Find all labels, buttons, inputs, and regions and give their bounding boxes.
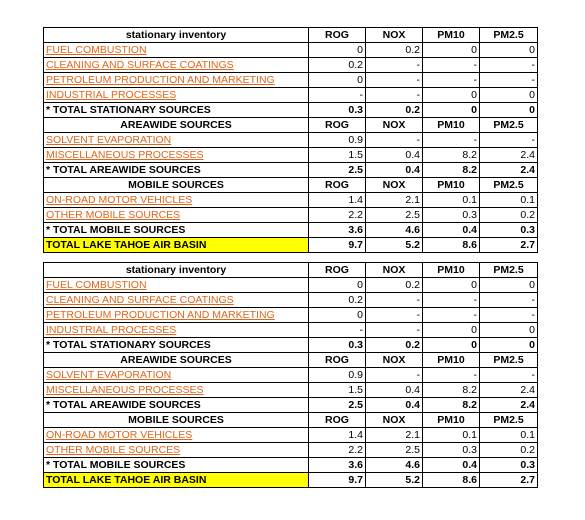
value-cell-rog: 1.4: [309, 193, 366, 208]
source-link-other-mobile-sources[interactable]: OTHER MOBILE SOURCES: [44, 443, 309, 458]
table-row: [44, 148, 538, 163]
value-cell-pm10: 0: [423, 323, 480, 338]
column-header-pm25: PM2.5: [480, 28, 538, 43]
value-cell-pm10: 8.2: [423, 398, 480, 413]
source-link-fuel-combustion[interactable]: FUEL COMBUSTION: [44, 43, 309, 58]
value-cell-pm10: -: [423, 133, 480, 148]
value-cell-pm25: 0: [480, 278, 538, 293]
value-cell-pm10: -: [423, 293, 480, 308]
column-header-nox: NOX: [366, 263, 423, 278]
column-header-rog: ROG: [309, 118, 366, 133]
column-header-nox: NOX: [366, 118, 423, 133]
value-cell-nox: 5.2: [366, 238, 423, 253]
table-row: [44, 133, 538, 148]
value-cell-rog: 1.4: [309, 428, 366, 443]
table-row: [44, 458, 538, 473]
value-cell-pm25: 0: [480, 338, 538, 353]
value-cell-rog: -: [309, 88, 366, 103]
value-cell-nox: 5.2: [366, 473, 423, 488]
value-cell-nox: 0.2: [366, 278, 423, 293]
value-cell-nox: -: [366, 88, 423, 103]
value-cell-pm25: 0: [480, 88, 538, 103]
column-header-nox: NOX: [366, 178, 423, 193]
source-link-petroleum-production-and-marketing[interactable]: PETROLEUM PRODUCTION AND MARKETING: [44, 308, 309, 323]
value-cell-pm10: 8.2: [423, 148, 480, 163]
value-cell-pm25: -: [480, 73, 538, 88]
value-cell-pm25: 0: [480, 323, 538, 338]
value-cell-nox: 0.4: [366, 163, 423, 178]
value-cell-pm10: 0.1: [423, 193, 480, 208]
value-cell-rog: 9.7: [309, 473, 366, 488]
value-cell-pm10: 0: [423, 88, 480, 103]
value-cell-nox: -: [366, 133, 423, 148]
value-cell-nox: -: [366, 58, 423, 73]
value-cell-rog: 1.5: [309, 383, 366, 398]
value-cell-rog: 3.6: [309, 458, 366, 473]
value-cell-pm25: 2.7: [480, 473, 538, 488]
value-cell-rog: 0.2: [309, 58, 366, 73]
column-header-pm10: PM10: [423, 178, 480, 193]
table-row: [44, 353, 538, 368]
value-cell-rog: 2.2: [309, 443, 366, 458]
value-cell-pm25: 0.1: [480, 428, 538, 443]
table-row: [44, 413, 538, 428]
column-header-rog: ROG: [309, 28, 366, 43]
value-cell-nox: 0.2: [366, 103, 423, 118]
value-cell-rog: 2.5: [309, 398, 366, 413]
subtotal-label: * TOTAL AREAWIDE SOURCES: [44, 398, 309, 413]
table-row: [44, 58, 538, 73]
value-cell-rog: 3.6: [309, 223, 366, 238]
table-row: [44, 103, 538, 118]
value-cell-pm10: 0: [423, 103, 480, 118]
value-cell-nox: 2.5: [366, 208, 423, 223]
column-header-pm10: PM10: [423, 118, 480, 133]
table-row: [44, 163, 538, 178]
table-row: [44, 118, 538, 133]
column-header-nox: NOX: [366, 413, 423, 428]
value-cell-pm10: -: [423, 73, 480, 88]
value-cell-pm10: 8.6: [423, 238, 480, 253]
column-header-pm25: PM2.5: [480, 263, 538, 278]
value-cell-pm10: 0.3: [423, 208, 480, 223]
value-cell-pm25: -: [480, 308, 538, 323]
value-cell-pm10: 0.4: [423, 458, 480, 473]
value-cell-nox: -: [366, 293, 423, 308]
subtotal-label: * TOTAL MOBILE SOURCES: [44, 458, 309, 473]
value-cell-pm10: -: [423, 58, 480, 73]
value-cell-pm25: 2.4: [480, 383, 538, 398]
table-row: [44, 238, 538, 253]
value-cell-nox: 0.4: [366, 398, 423, 413]
value-cell-pm10: -: [423, 308, 480, 323]
column-header-rog: ROG: [309, 353, 366, 368]
column-header-pm10: PM10: [423, 28, 480, 43]
table-row: [44, 208, 538, 223]
value-cell-rog: -: [309, 323, 366, 338]
table-row: [44, 383, 538, 398]
value-cell-pm25: 2.4: [480, 148, 538, 163]
source-link-solvent-evaporation[interactable]: SOLVENT EVAPORATION: [44, 133, 309, 148]
emissions-table-top: [43, 27, 538, 253]
column-header-pm25: PM2.5: [480, 118, 538, 133]
value-cell-rog: 0: [309, 43, 366, 58]
column-header-pm10: PM10: [423, 353, 480, 368]
value-cell-pm25: 0.2: [480, 443, 538, 458]
table-row: [44, 193, 538, 208]
value-cell-pm10: 0: [423, 43, 480, 58]
value-cell-nox: 2.1: [366, 428, 423, 443]
table-row: [44, 73, 538, 88]
subtotal-label: * TOTAL STATIONARY SOURCES: [44, 338, 309, 353]
value-cell-pm10: 0: [423, 278, 480, 293]
table-row: [44, 338, 538, 353]
value-cell-pm25: 2.7: [480, 238, 538, 253]
value-cell-rog: 9.7: [309, 238, 366, 253]
value-cell-pm10: 0: [423, 338, 480, 353]
section-header-areawide-sources: AREAWIDE SOURCES: [44, 118, 309, 133]
value-cell-rog: 0.9: [309, 368, 366, 383]
column-header-pm10: PM10: [423, 413, 480, 428]
value-cell-rog: 0.3: [309, 103, 366, 118]
subtotal-label: * TOTAL AREAWIDE SOURCES: [44, 163, 309, 178]
source-link-miscellaneous-processes[interactable]: MISCELLANEOUS PROCESSES: [44, 148, 309, 163]
table-row: [44, 443, 538, 458]
value-cell-pm10: 0.1: [423, 428, 480, 443]
section-header-stationary-inventory: stationary inventory: [44, 263, 309, 278]
value-cell-pm10: 0.4: [423, 223, 480, 238]
value-cell-nox: 2.5: [366, 443, 423, 458]
value-cell-rog: 0.3: [309, 338, 366, 353]
section-header-areawide-sources: AREAWIDE SOURCES: [44, 353, 309, 368]
table-row: [44, 223, 538, 238]
value-cell-rog: 0: [309, 308, 366, 323]
column-header-pm25: PM2.5: [480, 178, 538, 193]
section-header-stationary-inventory: stationary inventory: [44, 28, 309, 43]
table-row: [44, 308, 538, 323]
table-row: [44, 398, 538, 413]
value-cell-pm10: -: [423, 368, 480, 383]
source-link-other-mobile-sources[interactable]: OTHER MOBILE SOURCES: [44, 208, 309, 223]
value-cell-rog: 2.5: [309, 163, 366, 178]
table-row: [44, 293, 538, 308]
column-header-pm10: PM10: [423, 263, 480, 278]
column-header-rog: ROG: [309, 413, 366, 428]
table-row: [44, 473, 538, 488]
table-row: [44, 43, 538, 58]
value-cell-nox: 4.6: [366, 458, 423, 473]
value-cell-rog: 0.2: [309, 293, 366, 308]
column-header-nox: NOX: [366, 353, 423, 368]
table-row: [44, 323, 538, 338]
value-cell-nox: 4.6: [366, 223, 423, 238]
section-header-mobile-sources: MOBILE SOURCES: [44, 413, 309, 428]
column-header-rog: ROG: [309, 263, 366, 278]
value-cell-nox: 2.1: [366, 193, 423, 208]
source-link-industrial-processes[interactable]: INDUSTRIAL PROCESSES: [44, 88, 309, 103]
value-cell-nox: -: [366, 368, 423, 383]
column-header-pm25: PM2.5: [480, 353, 538, 368]
value-cell-rog: 1.5: [309, 148, 366, 163]
value-cell-pm10: 0.3: [423, 443, 480, 458]
source-link-miscellaneous-processes[interactable]: MISCELLANEOUS PROCESSES: [44, 383, 309, 398]
value-cell-pm25: 2.4: [480, 398, 538, 413]
source-link-industrial-processes[interactable]: INDUSTRIAL PROCESSES: [44, 323, 309, 338]
subtotal-label: * TOTAL STATIONARY SOURCES: [44, 103, 309, 118]
column-header-nox: NOX: [366, 28, 423, 43]
column-header-rog: ROG: [309, 178, 366, 193]
value-cell-pm25: -: [480, 58, 538, 73]
value-cell-pm10: 8.6: [423, 473, 480, 488]
source-link-cleaning-and-surface-coatings[interactable]: CLEANING AND SURFACE COATINGS: [44, 293, 309, 308]
table-row: [44, 368, 538, 383]
value-cell-rog: 0.9: [309, 133, 366, 148]
source-link-fuel-combustion[interactable]: FUEL COMBUSTION: [44, 278, 309, 293]
value-cell-nox: 0.2: [366, 43, 423, 58]
value-cell-nox: 0.4: [366, 148, 423, 163]
value-cell-rog: 0: [309, 278, 366, 293]
value-cell-pm25: 0: [480, 103, 538, 118]
value-cell-nox: 0.4: [366, 383, 423, 398]
value-cell-pm10: 8.2: [423, 163, 480, 178]
source-link-cleaning-and-surface-coatings[interactable]: CLEANING AND SURFACE COATINGS: [44, 58, 309, 73]
value-cell-pm25: -: [480, 293, 538, 308]
value-cell-pm25: 0.3: [480, 458, 538, 473]
value-cell-nox: -: [366, 308, 423, 323]
value-cell-nox: 0.2: [366, 338, 423, 353]
subtotal-label: * TOTAL MOBILE SOURCES: [44, 223, 309, 238]
source-link-on-road-motor-vehicles[interactable]: ON-ROAD MOTOR VEHICLES: [44, 193, 309, 208]
value-cell-pm25: -: [480, 368, 538, 383]
value-cell-pm25: 2.4: [480, 163, 538, 178]
value-cell-pm25: 0.3: [480, 223, 538, 238]
source-link-petroleum-production-and-marketing[interactable]: PETROLEUM PRODUCTION AND MARKETING: [44, 73, 309, 88]
grand-total-label: TOTAL LAKE TAHOE AIR BASIN: [44, 473, 309, 488]
table-row: [44, 178, 538, 193]
column-header-pm25: PM2.5: [480, 413, 538, 428]
value-cell-pm25: 0: [480, 43, 538, 58]
value-cell-rog: 2.2: [309, 208, 366, 223]
value-cell-rog: 0: [309, 73, 366, 88]
value-cell-pm25: 0.1: [480, 193, 538, 208]
value-cell-pm25: 0.2: [480, 208, 538, 223]
value-cell-nox: -: [366, 323, 423, 338]
table-row: [44, 263, 538, 278]
table-row: [44, 28, 538, 43]
value-cell-pm25: -: [480, 133, 538, 148]
table-row: [44, 278, 538, 293]
source-link-on-road-motor-vehicles[interactable]: ON-ROAD MOTOR VEHICLES: [44, 428, 309, 443]
source-link-solvent-evaporation[interactable]: SOLVENT EVAPORATION: [44, 368, 309, 383]
emissions-table-bottom: [43, 262, 538, 488]
value-cell-pm10: 8.2: [423, 383, 480, 398]
section-header-mobile-sources: MOBILE SOURCES: [44, 178, 309, 193]
table-row: [44, 88, 538, 103]
table-row: [44, 428, 538, 443]
value-cell-nox: -: [366, 73, 423, 88]
grand-total-label: TOTAL LAKE TAHOE AIR BASIN: [44, 238, 309, 253]
